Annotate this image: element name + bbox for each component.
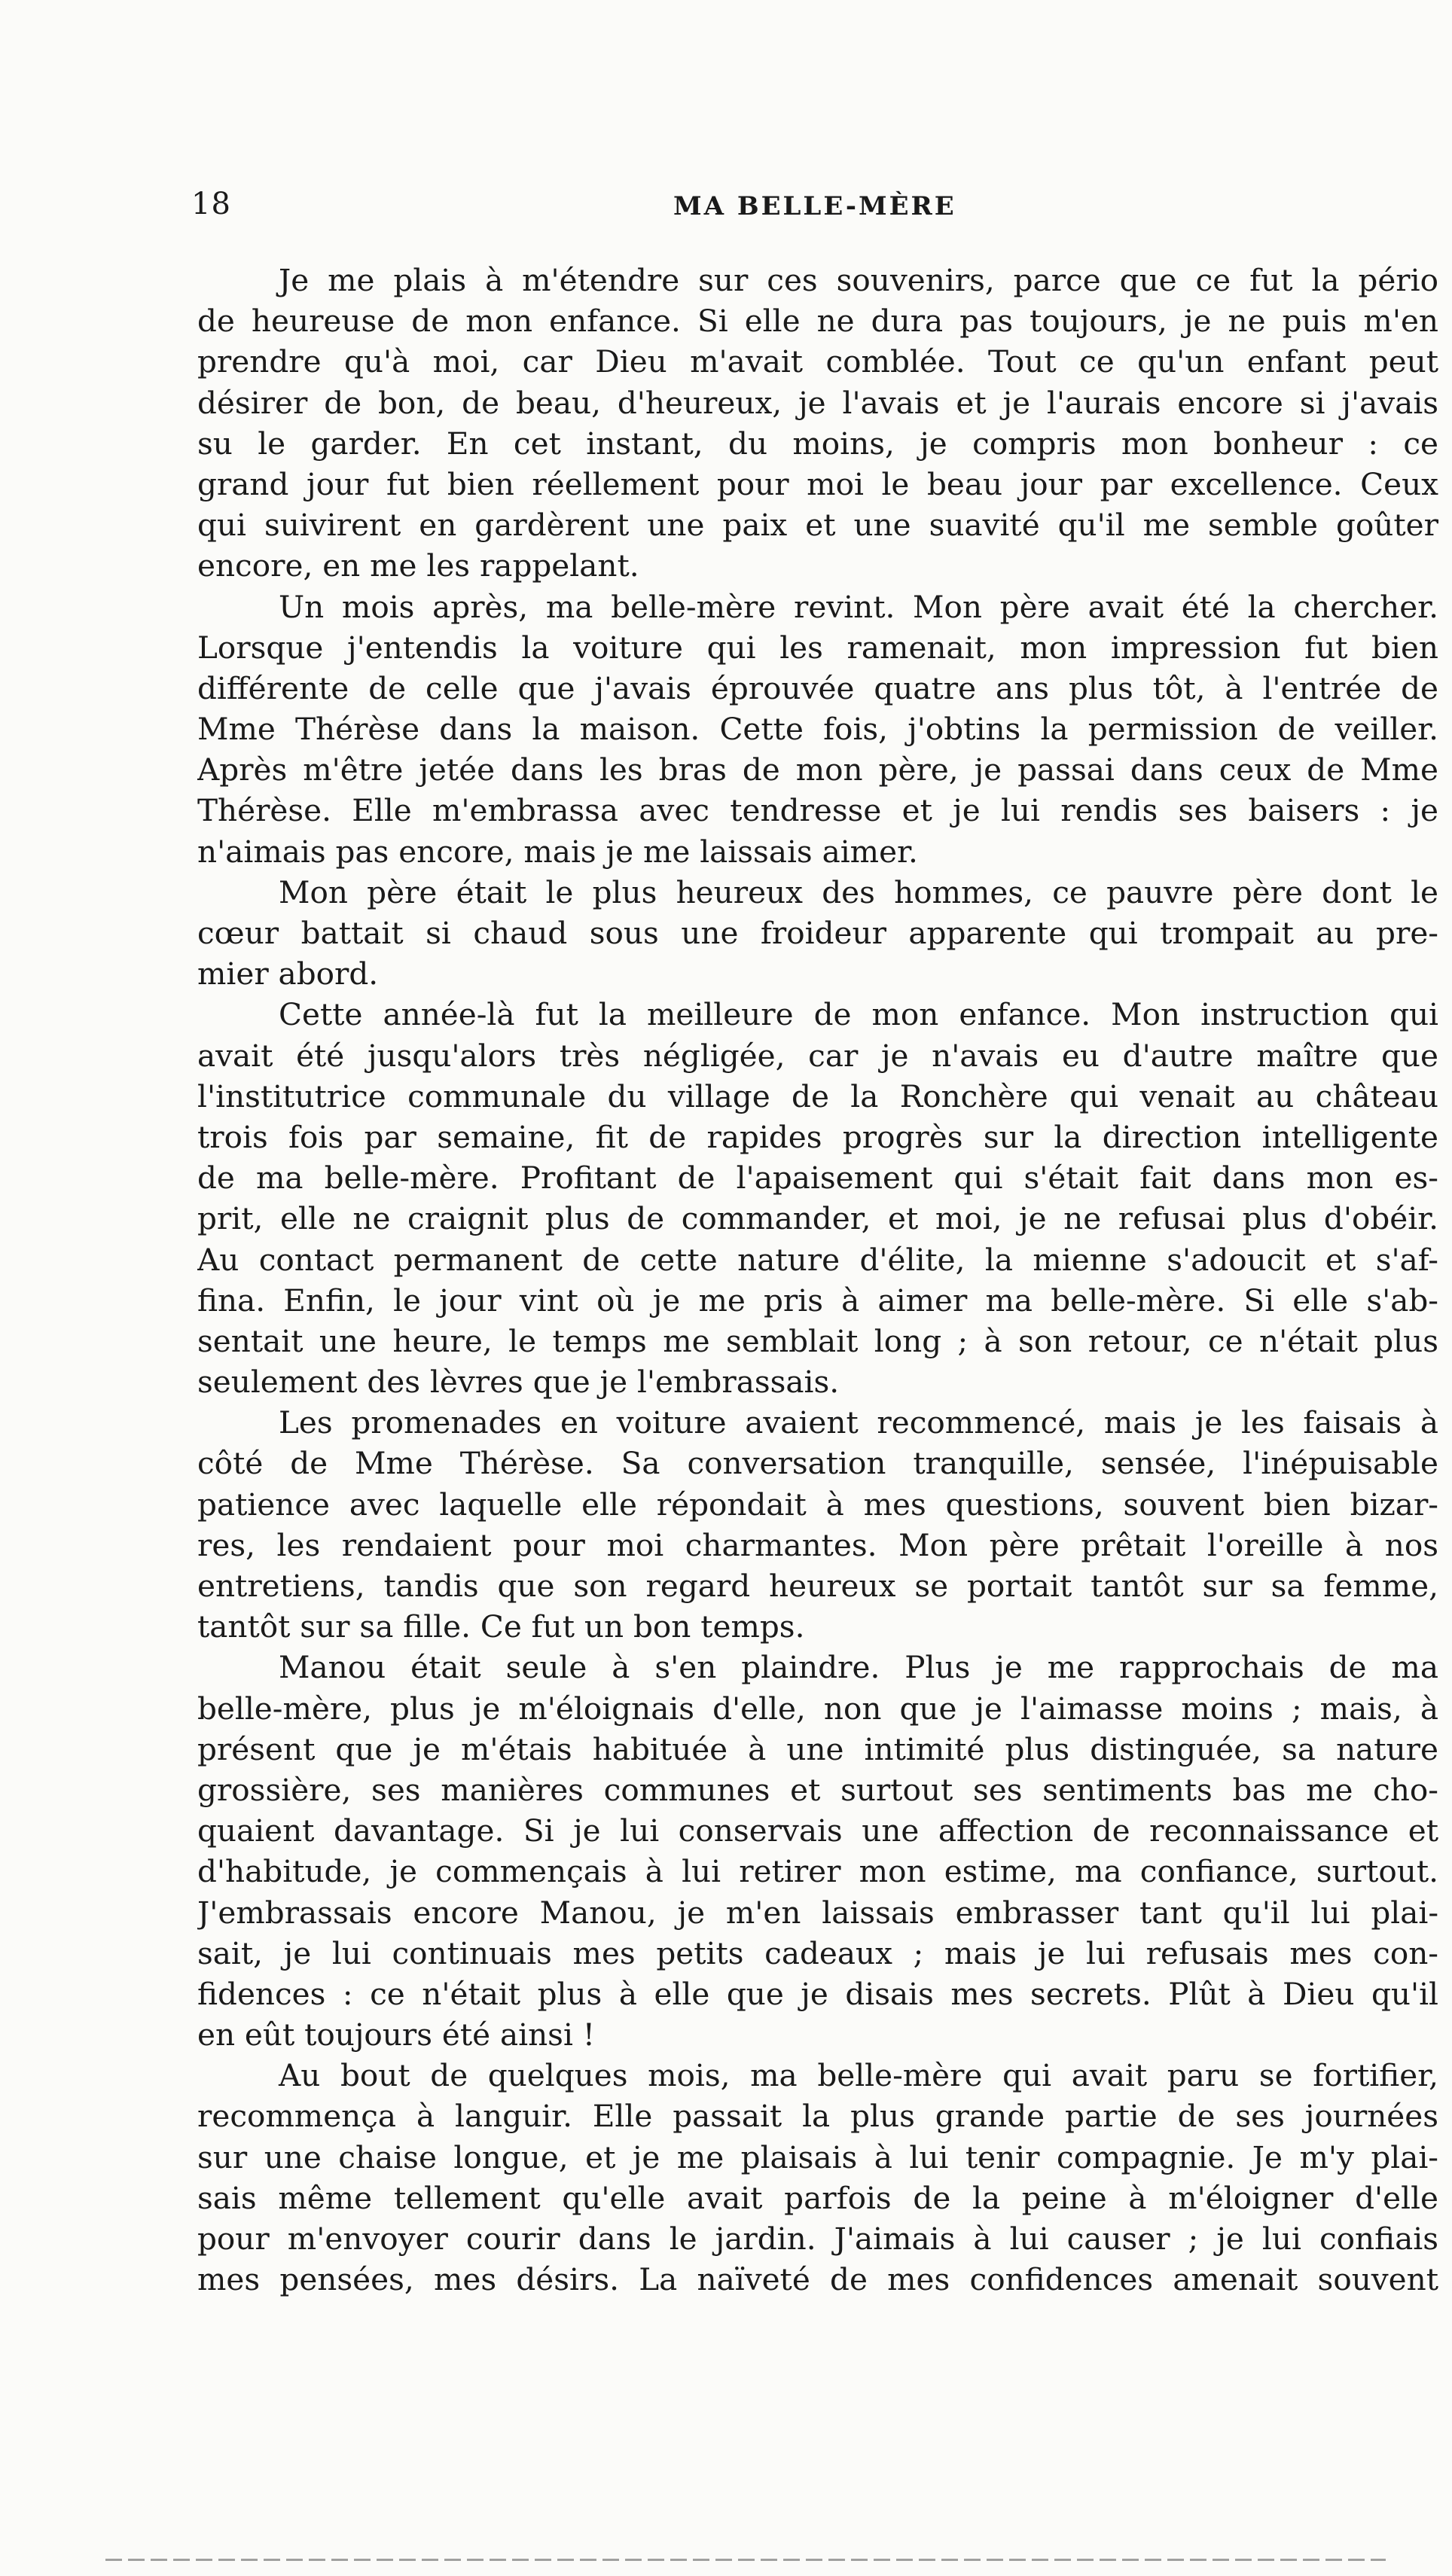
text-line: l'institutrice communale du village de la Ronchère qui venait au château <box>197 1078 1438 1114</box>
text-line: désirer de bon, de beau, d'heureux, je l'avais et je l'aurais encore si j'avais <box>197 384 1438 421</box>
running-title: MA BELLE-MÈRE <box>673 191 956 221</box>
text-line: sur une chaise longue, et je me plaisais à lui tenir compagnie. Je m'y plai- <box>197 2139 1438 2175</box>
text-line: encore, en me les rappelant. <box>197 547 639 584</box>
text-line: Au contact permanent de cette nature d'élite, la mienne s'adoucit et s'af- <box>197 1241 1438 1278</box>
text-line: Mon père était le plus heureux des hommes, ce pauvre père dont le <box>279 873 1438 910</box>
text-line: de heureuse de mon enfance. Si elle ne dura pas toujours, je ne puis m'en <box>197 303 1438 340</box>
text-line: pour m'envoyer courir dans le jardin. J'aimais à lui causer ; je lui confiais <box>197 2221 1438 2257</box>
text-line: seulement des lèvres que je l'embrassais. <box>197 1364 840 1401</box>
page-number: 18 <box>191 187 231 221</box>
text-line: prendre qu'à moi, car Dieu m'avait comblée. Tout ce qu'un enfant peut <box>197 343 1438 380</box>
text-line: tantôt sur sa fille. Ce fut un bon temps. <box>197 1608 805 1645</box>
text-line: Thérèse. Elle m'embrassa avec tendresse et je lui rendis ses baisers : je <box>197 792 1438 829</box>
text-line: qui suivirent en gardèrent une paix et une suavité qu'il me semble goûter <box>197 507 1438 544</box>
page-header <box>191 187 1438 232</box>
text-line: Les promenades en voiture avaient recommencé, mais je les faisais à <box>279 1404 1438 1441</box>
text-line: différente de celle que j'avais éprouvée quatre ans plus tôt, à l'entrée de <box>197 669 1438 706</box>
text-line: sentait une heure, le temps me semblait long ; à son retour, ce n'était plus <box>197 1322 1438 1359</box>
text-line: su le garder. En cet instant, du moins, je compris mon bonheur : ce <box>197 425 1438 462</box>
text-line: avait été jusqu'alors très négligée, car je n'avais eu d'autre maître que <box>197 1037 1438 1074</box>
text-line: fina. Enfin, le jour vint où je me pris à aimer ma belle-mère. Si elle s'ab- <box>197 1282 1438 1318</box>
text-line: sais même tellement qu'elle avait parfois de la peine à m'éloigner d'elle <box>197 2179 1438 2216</box>
text-line: en eût toujours été ainsi ! <box>197 2017 596 2053</box>
text-line: J'embrassais encore Manou, je m'en laissais embrasser tant qu'il lui plai- <box>197 1894 1438 1931</box>
text-line: belle-mère, plus je m'éloignais d'elle, non que je l'aimasse moins ; mais, à <box>197 1690 1438 1727</box>
bottom-rule <box>105 2559 1386 2561</box>
text-line: Après m'être jetée dans les bras de mon père, je passai dans ceux de Mme <box>197 751 1438 788</box>
text-line: Mme Thérèse dans la maison. Cette fois, j'obtins la permission de veiller. <box>197 711 1438 748</box>
text-line: quaient davantage. Si je lui conservais une affection de reconnaissance et <box>197 1812 1438 1849</box>
text-line: sait, je lui continuais mes petits cadeaux ; mais je lui refusais mes con- <box>197 1934 1438 1971</box>
text-line: mier abord. <box>197 956 379 992</box>
text-line: entretiens, tandis que son regard heureux se portait tantôt sur sa femme, <box>197 1568 1438 1604</box>
text-line: Lorsque j'entendis la voiture qui les ramenait, mon impression fut bien <box>197 629 1438 666</box>
text-line: n'aimais pas encore, mais je me laissais aimer. <box>197 833 918 870</box>
text-line: mes pensées, mes désirs. La naïveté de mes confidences amenait souvent <box>197 2261 1438 2298</box>
text-line: fidences : ce n'était plus à elle que je disais mes secrets. Plût à Dieu qu'il <box>197 1975 1438 2012</box>
body-text <box>197 260 1438 2300</box>
text-line: de ma belle-mère. Profitant de l'apaisement qui s'était fait dans mon es- <box>197 1160 1438 1197</box>
text-line: prit, elle ne craignit plus de commander, et moi, je ne refusai plus d'obéir. <box>197 1200 1438 1237</box>
text-line: trois fois par semaine, fit de rapides progrès sur la direction intelligente <box>197 1118 1438 1155</box>
text-line: grossière, ses manières communes et surtout ses sentiments bas me cho- <box>197 1771 1438 1808</box>
text-line: grand jour fut bien réellement pour moi le beau jour par excellence. Ceux <box>197 465 1438 502</box>
text-line: Un mois après, ma belle-mère revint. Mon père avait été la chercher. <box>279 588 1438 625</box>
text-line: res, les rendaient pour moi charmantes. Mon père prêtait l'oreille à nos <box>197 1526 1438 1563</box>
text-line: Je me plais à m'étendre sur ces souvenirs, parce que ce fut la pério <box>279 262 1438 298</box>
text-line: Cette année-là fut la meilleure de mon enfance. Mon instruction qui <box>279 996 1438 1033</box>
text-line: d'habitude, je commençais à lui retirer mon estime, ma confiance, surtout. <box>197 1853 1438 1890</box>
text-line: Au bout de quelques mois, ma belle-mère qui avait paru se fortifier, <box>279 2057 1438 2094</box>
text-line: Manou était seule à s'en plaindre. Plus je me rapprochais de ma <box>279 1649 1438 1686</box>
text-line: cœur battait si chaud sous une froideur apparente qui trompait au pre- <box>197 915 1438 951</box>
text-line: présent que je m'étais habituée à une intimité plus distinguée, sa nature <box>197 1730 1438 1767</box>
text-line: recommença à languir. Elle passait la plus grande partie de ses journées <box>197 2098 1438 2135</box>
text-line: côté de Mme Thérèse. Sa conversation tranquille, sensée, l'inépuisable <box>197 1445 1438 1482</box>
text-line: patience avec laquelle elle répondait à mes questions, souvent bien bizar- <box>197 1486 1438 1523</box>
